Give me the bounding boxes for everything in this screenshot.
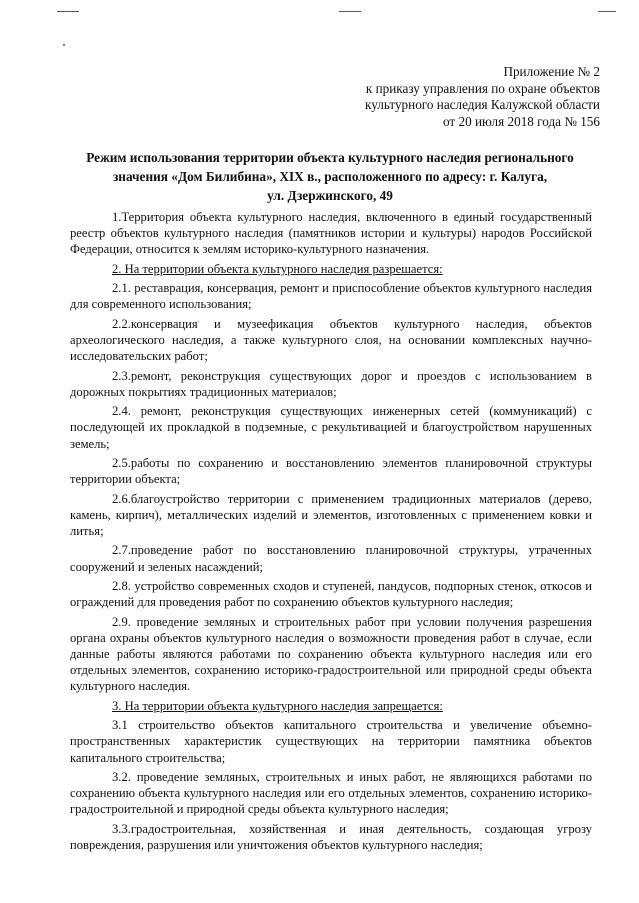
- document-body: [70, 209, 592, 856]
- title-line-1: Режим использования территории объекта культурного наследия регионального: [86, 150, 574, 165]
- paragraph-2-1: 2.1. реставрация, консервация, ремонт и приспособление объектов культурного наследия для современного использования;: [70, 281, 592, 312]
- paragraph-3-1: 3.1 строительство объектов капитального строительства и увеличение объемно-пространственных характеристик существующих на территории памятника объектов капитального строительства;: [70, 718, 592, 765]
- section-3-heading-text: 3. На территории объекта культурного наследия запрещается:: [112, 698, 443, 713]
- section-3-heading: [70, 698, 592, 714]
- title-line-2: значения «Дом Билибина», XIX в., расположенного по адресу: г. Калуга,: [112, 169, 548, 184]
- paragraph-1: 1.Территория объекта культурного наследия, включенного в единый государственный реестр объектов культурного наследия (памятников истории и культуры) народов Российской Федерации, относится к землям историко-культурного назначения.: [70, 210, 592, 257]
- appendix-number: Приложение № 2: [503, 64, 600, 79]
- paragraph-2-2: 2.2.консервация и музеефикация объектов культурного наследия, объектов археологического наследия, а также культурного слоя, на основании комплексных научно-исследовательских работ;: [70, 316, 592, 364]
- paragraph-3-3: 3.3.градостроительная, хозяйственная и иная деятельность, создающая угрозу повреждения, разрушения или уничтожения объектов культурного наследия;: [70, 821, 592, 852]
- appendix-header: [260, 64, 600, 130]
- section-2-heading: [70, 261, 592, 277]
- top-edge-mark-center: [339, 11, 361, 12]
- appendix-date: от 20 июля 2018 года № 156: [443, 113, 600, 129]
- document-title: [60, 148, 600, 205]
- paragraph-2-8: 2.8. устройство современных сходов и ступеней, пандусов, подпорных стенок, откосов и ограждений для проведения работ по сохранению объектов культурного наследия;: [70, 578, 592, 610]
- top-edge-mark-right: [598, 11, 616, 12]
- paragraph-2-4: 2.4. ремонт, реконструкция существующих инженерных сетей (коммуникаций) с последующей их прокладкой в подземные, с рекультивацией и благоустройством нарушенных земель;: [70, 404, 592, 451]
- scan-speck: [63, 44, 65, 46]
- section-2-heading-text: 2. На территории объекта культурного наследия разрешается:: [112, 261, 443, 276]
- top-edge-mark-left: [57, 11, 79, 12]
- paragraph-2-6: 2.6.благоустройство территории с применением традиционных материалов (дерево, камень, кирпич), металлических изделий и элементов, изготовленных с применением ковки и литья;: [70, 491, 592, 538]
- paragraph-2-5: 2.5.работы по сохранению и восстановлению элементов планировочной структуры территории объекта;: [70, 455, 592, 487]
- appendix-order-ref: к приказу управления по охране объектов: [365, 80, 600, 96]
- paragraph-2-3: 2.3.ремонт, реконструкция существующих дорог и проездов с использованием в дорожных покрытиях традиционных материалов;: [70, 368, 592, 399]
- appendix-authority: культурного наследия Калужской области: [365, 97, 600, 112]
- title-line-3: ул. Дзержинского, 49: [267, 188, 393, 203]
- paragraph-3-2: 3.2. проведение земляных, строительных и иных работ, не являющихся работами по сохранению объекта культурного наследия или его отдельных элементов, сохранению историко-градостроительной и природной среды объекта культурного наследия;: [70, 769, 592, 817]
- paragraph-2-7: 2.7.проведение работ по восстановлению планировочной структуры, утраченных сооружений и зеленых насаждений;: [70, 543, 592, 574]
- paragraph-2-9: 2.9. проведение земляных и строительных работ при условии получения разрешения органа охраны объектов культурного наследия о возможности проведения работ в случае, если данные работы являются работами по сохранению объекта культурного наследия или его отдельных элементов, сохранению историко-градостроительной или природной среды объекта культурного наследия.: [70, 614, 592, 694]
